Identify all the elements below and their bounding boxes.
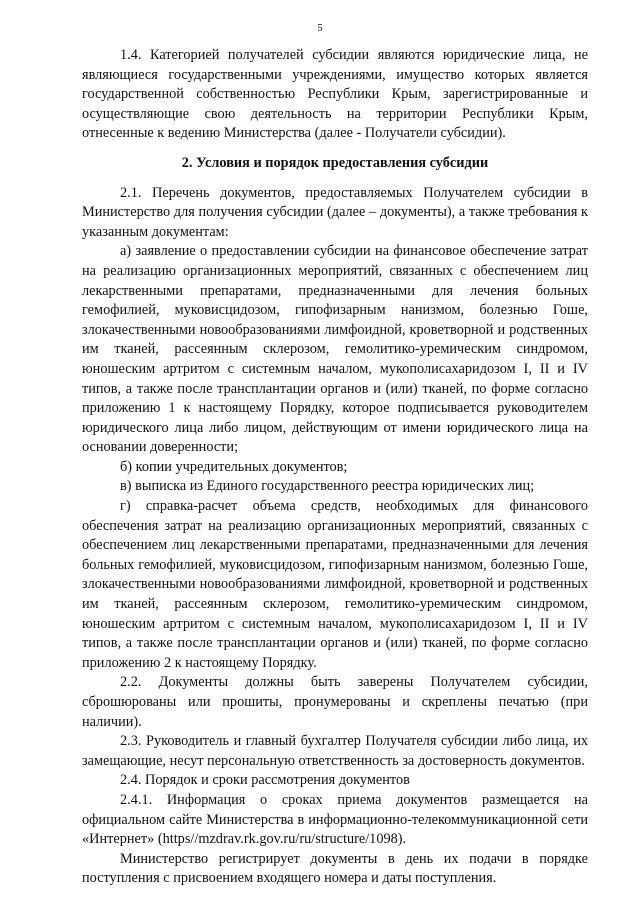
paragraph-1-4: 1.4. Категорией получателей субсидии являются юридические лица, не являющиеся государственными учреждениями, имущество которых является государственной собственностью Республики Крым, зарегистрированные и осуществляющие свою деятельность на территории Республики Крым, отнесенные к ведению Министерства (далее - Получатели субсидии). — [82, 47, 588, 142]
paragraph-2-4: 2.4. Порядок и сроки рассмотрения документов — [120, 772, 410, 789]
page-number: 5 — [317, 22, 323, 34]
paragraph-2-1-g: г) справка-расчет объема средств, необходимых для финансового обеспечения затрат на реализацию организационных мероприятий, связанных с обеспечением лиц лекарственными препаратами, предназначенными для лечения больных гемофилией, муковисцидозом, гипофизарным нанизмом, болезнью Гоше, злокачественными новообразованиями лимфоидной, кроветворной и родственных им тканей, рассеянным склерозом, гемолитико-уремическим синдромом, юношеским артритом с системным началом, мукополисахаридозом I, II и IV типов, а также после трансплантации органов и (или) тканей, по форме согласно приложению 2 к настоящему Порядку. — [82, 498, 588, 671]
paragraph-2-4-1: 2.4.1. Информация о сроках приема документов размещается на официальном сайте Министерства в информационно-телекоммуникационной сети «Интернет» (https//mzdrav.rk.gov.ru/ru/structure/1098). — [82, 791, 588, 848]
paragraph-2-1-a: а) заявление о предоставлении субсидии на финансовое обеспечение затрат на реализацию организационных мероприятий, связанных с обеспечением лиц лекарственными препаратами, предназначенными для лечения больных гемофилией, муковисцидозом, гипофизарным нанизмом, болезнью Гоше, злокачественными новообразованиями лимфоидной, кроветворной и родственных им тканей, рассеянным склерозом, гемолитико-уремическим синдромом, юношеским артритом с системным началом, мукополисахаридозом I, II и IV типов, а также после трансплантации органов и (или) тканей, по форме согласно приложению 1 к настоящему Порядку, которое подписывается руководителем юридического лица либо лицом, действующим от имени юридического лица на основании доверенности; — [82, 243, 588, 456]
paragraph-2-3: 2.3. Руководитель и главный бухгалтер Получателя субсидии либо лица, их замещающие, несут персональную ответственность за достоверность документов. — [82, 733, 588, 769]
paragraph-2-1-b: б) копии учредительных документов; — [120, 458, 348, 475]
paragraph-2-2: 2.2. Документы должны быть заверены Получателем субсидии, сброшюрованы или прошиты, пронумерованы и скреплены печатью (при наличии). — [82, 674, 588, 730]
paragraph-2-1-v: в) выписка из Единого государственного реестра юридических лиц; — [120, 478, 535, 495]
document-body — [82, 46, 588, 889]
paragraph-2-1: 2.1. Перечень документов, предоставляемых Получателем субсидии в Министерство для получения субсидии (далее – документы), а также требования к указанным документам: — [82, 184, 588, 240]
paragraph-registration: Министерство регистрирует документы в день их подачи в порядке поступления с присвоением входящего номера и даты поступления. — [82, 850, 588, 887]
section-heading-2: 2. Условия и порядок предоставления субсидии — [181, 154, 489, 171]
